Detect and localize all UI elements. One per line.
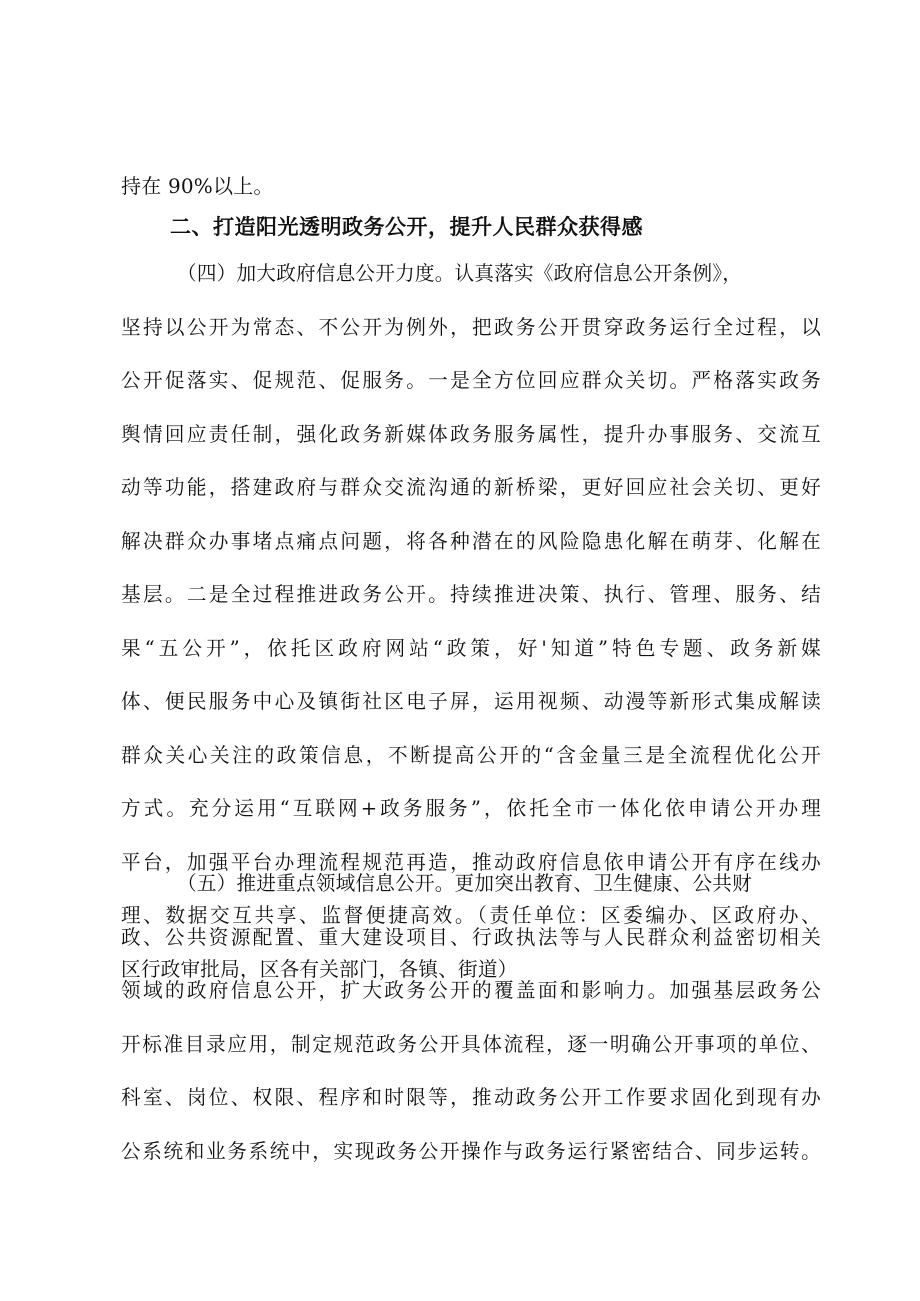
paragraph-4-line: 动等功能，搭建政府与群众交流沟通的新桥梁，更好回应社会关切、更好 <box>121 476 821 499</box>
paragraph-5-line: 科室、岗位、权限、程序和时限等，推动政务公开工作要求固化到现有办 <box>121 1086 821 1109</box>
paragraph-5-line: 政、公共资源配置、重大建设项目、行政执法等与人民群众利益密切相关 <box>121 925 821 949</box>
paragraph-4-line: 方式。充分运用“互联网+政务服务”，依托全市一体化依申请公开办理 <box>121 797 821 820</box>
paragraph-4-line: 基层。二是全过程推进政务公开。持续推进决策、执行、管理、服务、结 <box>121 583 821 606</box>
paragraph-4-line: （四）加大政府信息公开力度。认真落实《政府信息公开条例》， <box>177 262 743 285</box>
paragraph-5-line: 领域的政府信息公开，扩大政务公开的覆盖面和影响力。加强基层政务公 <box>121 979 821 1002</box>
paragraph-5 <box>121 872 821 1193</box>
paragraph-4-line: 平台，加强平台办理流程规范再造，推动政府信息依申请公开有序在线办 <box>121 850 821 874</box>
paragraph-5-line: （五）推进重点领域信息公开。更加突出教育、卫生健康、公共财 <box>177 872 752 895</box>
paragraph-4-line: 群众关心关注的政策信息，不断提高公开的“含金量三是全流程优化公开 <box>121 743 821 767</box>
paragraph-4-line: 解决群众办事堵点痛点问题，将各种潜在的风险隐患化解在萌芽、化解在 <box>121 529 821 553</box>
paragraph-5-line: 开标准目录应用，制定规范政务公开具体流程，逐一明确公开事项的单位、 <box>121 1032 821 1056</box>
paragraph-4-line: 坚持以公开为常态、不公开为例外，把政务公开贯穿政务运行全过程，以 <box>121 315 821 339</box>
paragraph-4-line: 区行政审批局，区各有关部门，各镇、街道） <box>121 957 518 981</box>
paragraph-4-line: 体、便民服务中心及镇街社区电子屏，运用视频、动漫等新形式集成解读 <box>121 690 821 713</box>
paragraph-5-line: 公系统和业务系统中，实现政务公开操作与政务运行紧密结合、同步运转。 <box>121 1139 821 1163</box>
paragraph-4-line: 舆情回应责任制，强化政务新媒体政务服务属性，提升办事服务、交流互 <box>121 422 821 446</box>
continuation-line: 持在 90%以上。 <box>121 174 274 198</box>
section-heading: 二、打造阳光透明政务公开，提升人民群众获得感 <box>170 215 643 239</box>
paragraph-4-line: 理、数据交互共享、监督便捷高效。（责任单位：区委编办、区政府办、 <box>121 904 821 927</box>
paragraph-4-line: 公开促落实、促规范、促服务。一是全方位回应群众关切。严格落实政务 <box>121 369 821 392</box>
paragraph-4-line: 果“五公开”，依托区政府网站“政策，好'知道”特色专题、政务新媒 <box>121 636 821 660</box>
